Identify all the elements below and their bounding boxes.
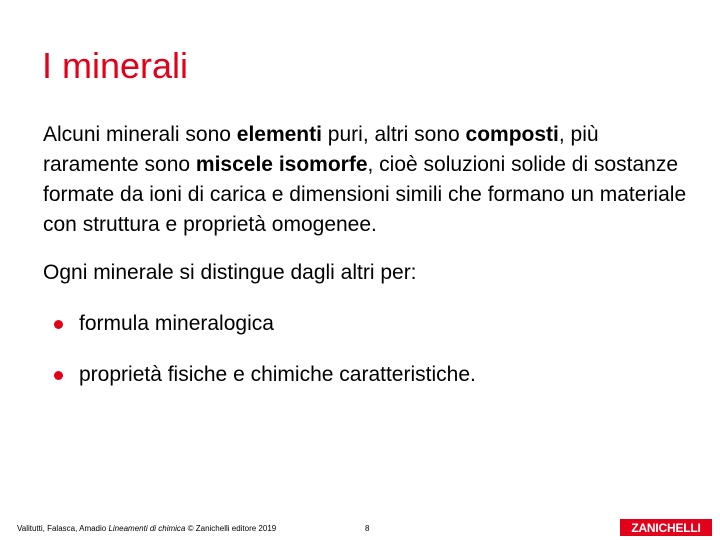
intro-sentence: Ogni minerale si distingue dagli altri per: [43,261,417,284]
page-number: 8 [365,524,370,533]
body-paragraph [43,120,693,240]
term-elementi: elementi [236,123,322,146]
bullet-dot-icon [54,320,63,329]
bullet-text: formula mineralogica [79,312,274,335]
footer-book-title: Lineamenti di chimica [108,524,186,533]
bullet-text: proprietà fisiche e chimiche caratteristiche. [79,363,476,386]
term-miscele-isomorfe: miscele isomorfe [195,153,368,176]
footer-authors: Valitutti, Falasca, Amadio [17,524,109,533]
paragraph-text-3: , più raramente sono [43,123,599,176]
paragraph-text-4: , cioè soluzioni solide di sostanze formate da ioni di carica e dimensioni simili che formano un materiale con struttura e proprietà omogenee. [43,153,687,236]
list-item [54,360,476,390]
list-item [54,309,476,339]
slide-title: I minerali [42,45,189,86]
zanichelli-logo: ZANICHELLI [620,519,712,536]
footer-publisher: © Zanichelli editore 2019 [185,524,277,533]
bullet-list [54,309,476,411]
paragraph-text-2: puri, altri sono [321,123,466,146]
paragraph-text-1: Alcuni minerali sono [43,123,237,146]
footer-credits [17,524,276,534]
term-composti: composti [465,123,559,146]
bullet-dot-icon [54,371,63,380]
